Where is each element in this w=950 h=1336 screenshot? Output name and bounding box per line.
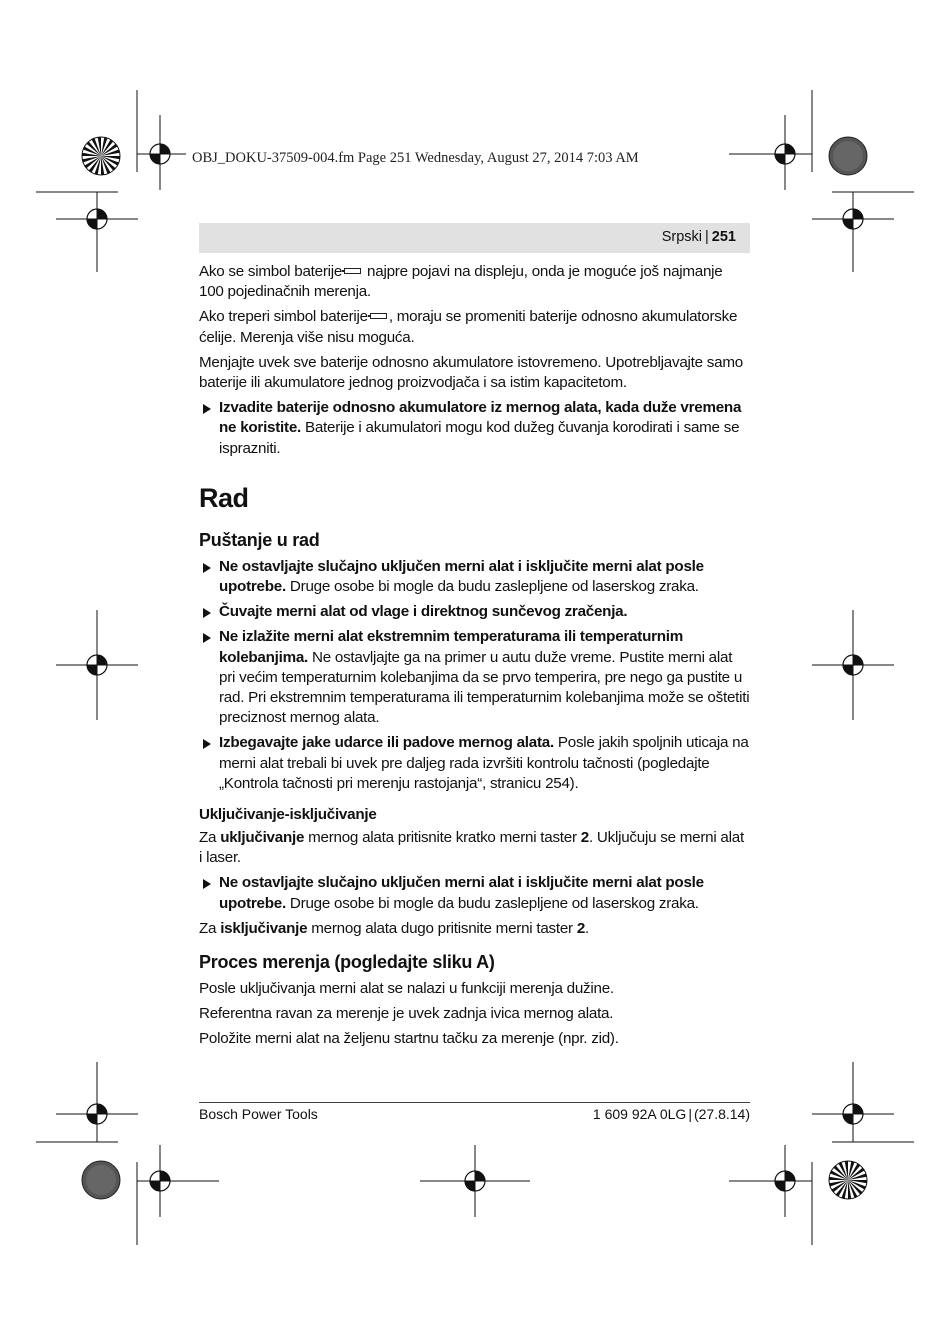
footer-brand: Bosch Power Tools	[199, 1106, 318, 1122]
bullet-remove-batteries: Izvadite baterije odnosno akumulatore iz mernog alata, kada duže vremena ne koristite. Baterije i akumulatori mogu kod dužeg čuvanja korodirati i same se isprazniti.	[199, 398, 750, 459]
battery-icon	[344, 268, 361, 274]
bullet-triangle-icon	[203, 879, 211, 889]
header-language: Srpski	[661, 229, 703, 245]
page-number: 251	[711, 229, 736, 245]
battery-paragraph-2: Ako treperi simbol baterije , moraju se promeniti baterije odnosno akumulatorske ćelije. Merenja više nisu moguća.	[199, 308, 738, 346]
bullet-triangle-icon	[203, 739, 211, 749]
bullet-triangle-icon	[203, 608, 211, 618]
page-content	[199, 262, 750, 1055]
proces-paragraph-2: Referentna ravan za merenje je uvek zadnja ivica mernog alata.	[199, 1005, 614, 1023]
battery-paragraph-1: Ako se simbol baterije najpre pojavi na displeju, onda je moguće još najmanje 100 pojedinačnih merenja.	[199, 263, 723, 301]
page-header	[662, 229, 736, 245]
bullet-triangle-icon	[203, 563, 211, 573]
subsection-title-proces: Proces merenja (pogledajte sliku A)	[199, 952, 495, 973]
section-title-rad: Rad	[199, 482, 249, 513]
bullet-safety-2: Čuvajte merni alat od vlage i direktnog sunčevog zračenja.	[199, 602, 750, 622]
bullet-safety-4: Izbegavajte jake udarce ili padove mernog alata. Posle jakih spoljnih uticaja na merni alat trebali bi uvek pre daljeg rada izvršiti kontrolu tačnosti (pogledajte „Kontrola tačnosti pri merenju rastojanja“, stranicu 254).	[199, 733, 750, 794]
footer-doc-code: 1 609 92A 0LG | (27.8.14)	[592, 1106, 750, 1122]
bullet-safety-1: Ne ostavljajte slučajno uključen merni alat i isključite merni alat posle upotrebe. Druge osobe bi mogle da budu zaslepljene od laserskog zraka.	[199, 557, 750, 597]
bullet-triangle-icon	[203, 404, 211, 414]
battery-icon	[370, 313, 387, 319]
bullet-safety-3: Ne izlažite merni alat ekstremnim temperaturama ili temperaturnim kolebanjima. Ne ostavljajte ga na primer u autu duže vreme. Pustite merni alat pri većim temperaturnim kolebanjima da se prvo temperira, pre nego ga pustite u rad. Pri ekstremnim temperaturama ili temperaturnim kolebanjima može se oštetiti preciznost mernog alata.	[199, 627, 750, 728]
battery-paragraph-3: Menjajte uvek sve baterije odnosno akumulatore istovremeno. Upotrebljavajte samo baterije ili akumulatore jednog proizvodjača i sa istim kapacitetom.	[199, 353, 743, 392]
document-slug: OBJ_DOKU-37509-004.fm Page 251 Wednesday, August 27, 2014 7:03 AM	[192, 150, 639, 166]
proces-paragraph-3: Položite merni alat na željenu startnu tačku za merenje (npr. zid).	[199, 1030, 619, 1048]
page-header-bar	[199, 223, 750, 253]
switch-off-paragraph: Za isključivanje mernog alata dugo pritisnite merni taster 2.	[199, 919, 589, 937]
footer-rule	[199, 1102, 750, 1103]
switch-on-paragraph: Za uključivanje mernog alata pritisnite kratko merni taster 2. Uključuju se merni alat i laser.	[199, 829, 744, 867]
subsection-title-ukljucivanje: Uključivanje-isključivanje	[199, 806, 377, 824]
header-separator: |	[705, 229, 709, 245]
subsection-title-pustanje: Puštanje u rad	[199, 529, 320, 550]
proces-paragraph-1: Posle uključivanja merni alat se nalazi u funkciji merenja dužine.	[199, 980, 614, 998]
bullet-switch-safety: Ne ostavljajte slučajno uključen merni alat i isključite merni alat posle upotrebe. Druge osobe bi mogle da budu zaslepljene od laserskog zraka.	[199, 873, 750, 913]
bullet-triangle-icon	[203, 633, 211, 643]
